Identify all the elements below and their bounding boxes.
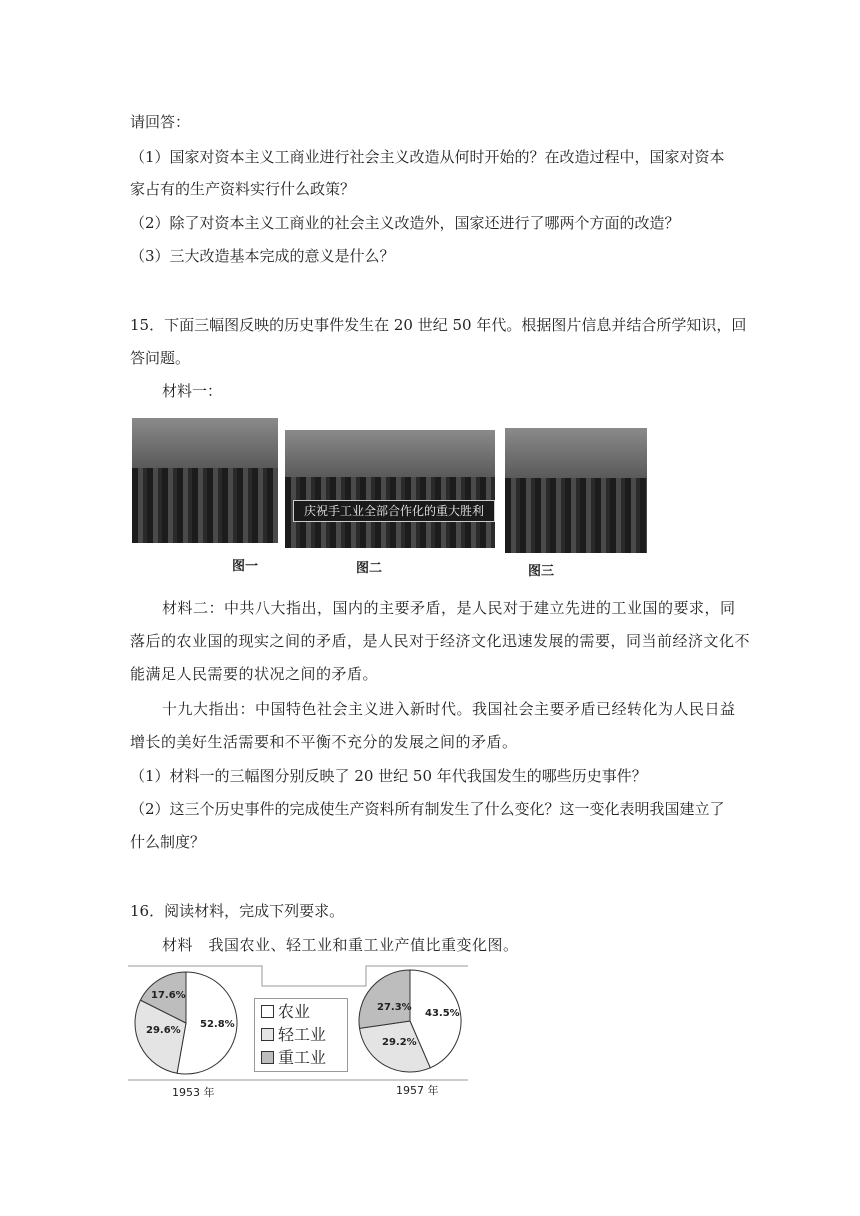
caption-figure-2: 图二 [356,561,383,576]
q14-sub1-line2: 家占有的生产资料实行什么政策？ [130,180,356,198]
pie-chart-1957 [357,968,463,1074]
photo-1-background [132,418,278,468]
chart-legend [254,998,348,1072]
caption-figure-3: 图三 [528,564,555,579]
photo-figure-3 [505,428,647,553]
q15-sub2-line1: （2）这三个历史事件的完成使生产资料所有制发生了什么变化？这一变化表明我国建立了 [130,800,725,818]
q15-material3-line2: 增长的美好生活需要和不平衡不充分的发展之间的矛盾。 [130,733,518,751]
photo-2-banner: 庆祝手工业全部合作化的重大胜利 [293,500,495,522]
q15-stem-line2: 答问题。 [130,349,191,367]
pie-1953-label-heavy-industry: 17.6% [151,990,186,1001]
pie-1957-label-light-industry: 29.2% [382,1037,417,1048]
legend-label-light-industry: 轻工业 [278,1025,327,1044]
pie-1953-label-agriculture: 52.8% [200,1019,235,1030]
pie-1957-year: 1957 年 [396,1084,439,1097]
photo-3-background [505,428,647,478]
q14-sub1-line1: （1）国家对资本主义工商业进行社会主义改造从何时开始的？在改造过程中，国家对资本 [130,148,725,166]
legend-swatch-heavy-industry [261,1051,274,1064]
q16-material: 材料 我国农业、轻工业和重工业产值比重变化图。 [162,936,519,954]
legend-item-heavy-industry [261,1048,326,1068]
photo-figure-1 [132,418,278,543]
photo-1-crowd [132,468,278,543]
pie-1957-label-heavy-industry: 27.3% [377,1002,412,1013]
photo-2-background [285,430,495,477]
q15-stem-line1: 15．下面三幅图反映的历史事件发生在 20 世纪 50 年代。根据图片信息并结合所学知识，回 [130,316,747,334]
q14-sub2: （2）除了对资本主义工商业的社会主义改造外，国家还进行了哪两个方面的改造？ [130,214,680,232]
q15-sub2-line2: 什么制度？ [130,833,206,851]
pie-slice-heavy-industry [359,970,410,1028]
q15-material2-line1: 材料二：中共八大指出，国内的主要矛盾，是人民对于建立先进的工业国的要求，同 [162,599,736,617]
legend-item-agriculture [261,1002,310,1022]
photo-3-crowd [505,478,647,553]
q14-prompt: 请回答： [130,113,191,131]
photo-figure-2 [285,430,495,548]
pie-1953-label-light-industry: 29.6% [146,1025,181,1036]
legend-item-light-industry [261,1025,326,1045]
pie-1957-label-agriculture: 43.5% [425,1008,460,1019]
q14-sub3: （3）三大改造基本完成的意义是什么？ [130,247,395,265]
q15-material3-line1: 十九大指出：中国特色社会主义进入新时代。我国社会主要矛盾已经转化为人民日益 [162,700,736,718]
q15-material2-line2: 落后的农业国的现实之间的矛盾，是人民对于经济文化迅速发展的需要，同当前经济文化不 [130,632,751,650]
q15-sub1: （1）材料一的三幅图分别反映了 20 世纪 50 年代我国发生的哪些历史事件？ [130,767,647,785]
legend-swatch-light-industry [261,1028,274,1041]
q15-material1-label: 材料一： [162,382,223,400]
q15-material2-line3: 能满足人民需要的状况之间的矛盾。 [130,665,379,683]
pie-1953-year: 1953 年 [172,1086,215,1099]
q16-stem: 16．阅读材料，完成下列要求。 [130,902,345,920]
legend-label-heavy-industry: 重工业 [278,1048,327,1067]
legend-swatch-agriculture [261,1005,274,1018]
legend-label-agriculture: 农业 [278,1002,311,1021]
caption-figure-1: 图一 [232,559,259,574]
